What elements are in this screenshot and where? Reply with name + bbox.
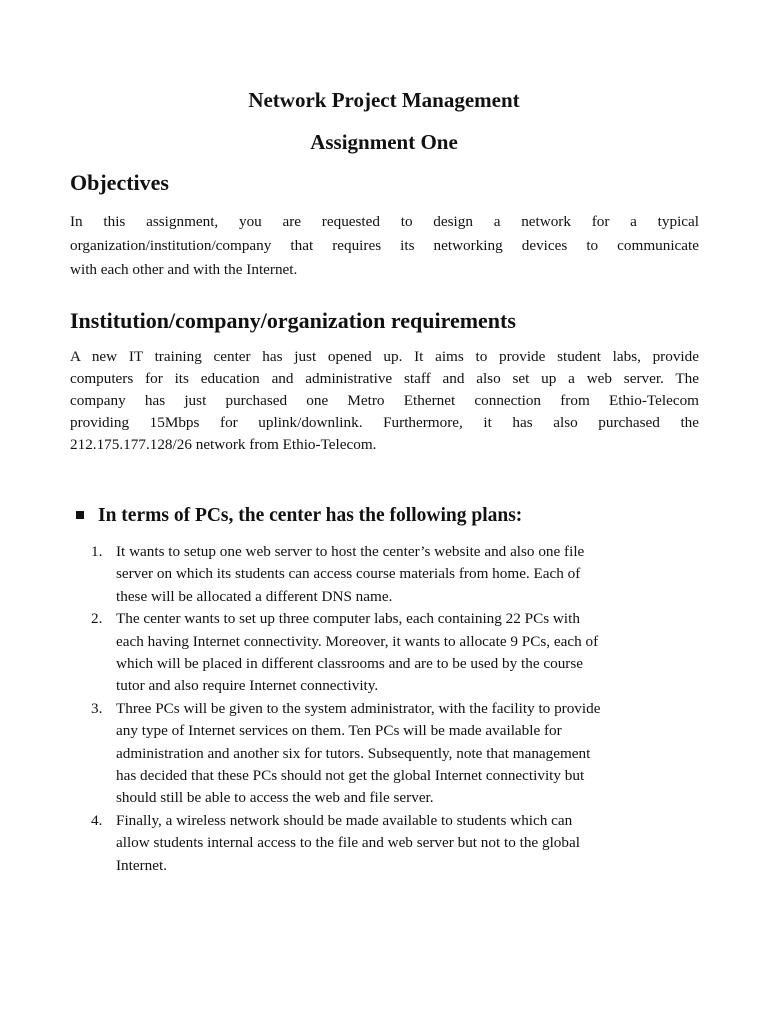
- paragraph-line: 212.175.177.128/26 network from Ethio-Telecom.: [70, 436, 377, 453]
- list-item-number: 1.: [91, 543, 103, 560]
- list-item: [86, 698, 706, 810]
- paragraph-line: company has just purchased one Metro Ethernet connection from Ethio-Telecom: [70, 392, 699, 409]
- paragraph-line: In this assignment, you are requested to design a network for a typical: [70, 213, 699, 230]
- list-item-number: 3.: [91, 699, 103, 717]
- list-item-line: Three PCs will be given to the system administrator, with the facility to provide: [116, 699, 601, 717]
- list-item-line: has decided that these PCs should not get the global Internet connectivity but: [116, 767, 585, 785]
- paragraph-line: organization/institution/company that requires its networking devices to communicate: [70, 237, 699, 254]
- plans-bullet-text: In terms of PCs, the center has the following plans:: [98, 505, 523, 526]
- list-item-line: each having Internet connectivity. Moreover, it wants to allocate 9 PCs, each of: [116, 632, 599, 650]
- list-item-line: which will be placed in different classrooms and are to be used by the course: [116, 655, 584, 673]
- list-item-line: allow students internal access to the file and web server but not to the global: [116, 834, 580, 852]
- list-item: [86, 608, 706, 698]
- list-item-line: administration and another six for tutors. Subsequently, note that management: [116, 744, 591, 762]
- list-item-line: server on which its students can access course materials from home. Each of: [116, 565, 581, 583]
- list-item-line: any type of Internet services on them. Ten PCs will be made available for: [116, 722, 562, 740]
- list-item-number: 4.: [91, 811, 103, 829]
- list-item-line: Internet.: [116, 856, 168, 874]
- document-title: Network Project Management: [248, 88, 520, 112]
- list-item-line: these will be allocated a different DNS name.: [116, 587, 393, 605]
- paragraph-line: computers for its education and administrative staff and also set up a web server. The: [70, 370, 699, 387]
- list-item: [86, 810, 706, 877]
- requirements-heading: Institution/company/organization requirements: [70, 308, 516, 333]
- paragraph-line: providing 15Mbps for uplink/downlink. Furthermore, it has also purchased the: [70, 414, 699, 431]
- list-item-line: tutor and also require Internet connectivity.: [116, 677, 379, 695]
- objectives-paragraph: [70, 210, 699, 282]
- list-item-line: Finally, a wireless network should be made available to students which can: [116, 811, 573, 829]
- plans-list: [86, 541, 706, 877]
- plans-bullet-heading: [76, 503, 522, 529]
- requirements-paragraph: [70, 346, 699, 456]
- square-bullet-icon: [76, 511, 84, 519]
- list-item: [86, 541, 706, 608]
- list-item-number: 2.: [91, 610, 103, 628]
- paragraph-line: A new IT training center has just opened up. It aims to provide student labs, provide: [70, 348, 699, 365]
- list-item-line: The center wants to set up three computer labs, each containing 22 PCs with: [116, 610, 580, 628]
- list-item-line: should still be able to access the web and file server.: [116, 789, 434, 807]
- paragraph-line: with each other and with the Internet.: [70, 261, 298, 278]
- objectives-heading: Objectives: [70, 170, 169, 195]
- list-item-line: It wants to setup one web server to host the center’s website and also one file: [116, 543, 585, 560]
- document-subtitle: Assignment One: [310, 130, 458, 154]
